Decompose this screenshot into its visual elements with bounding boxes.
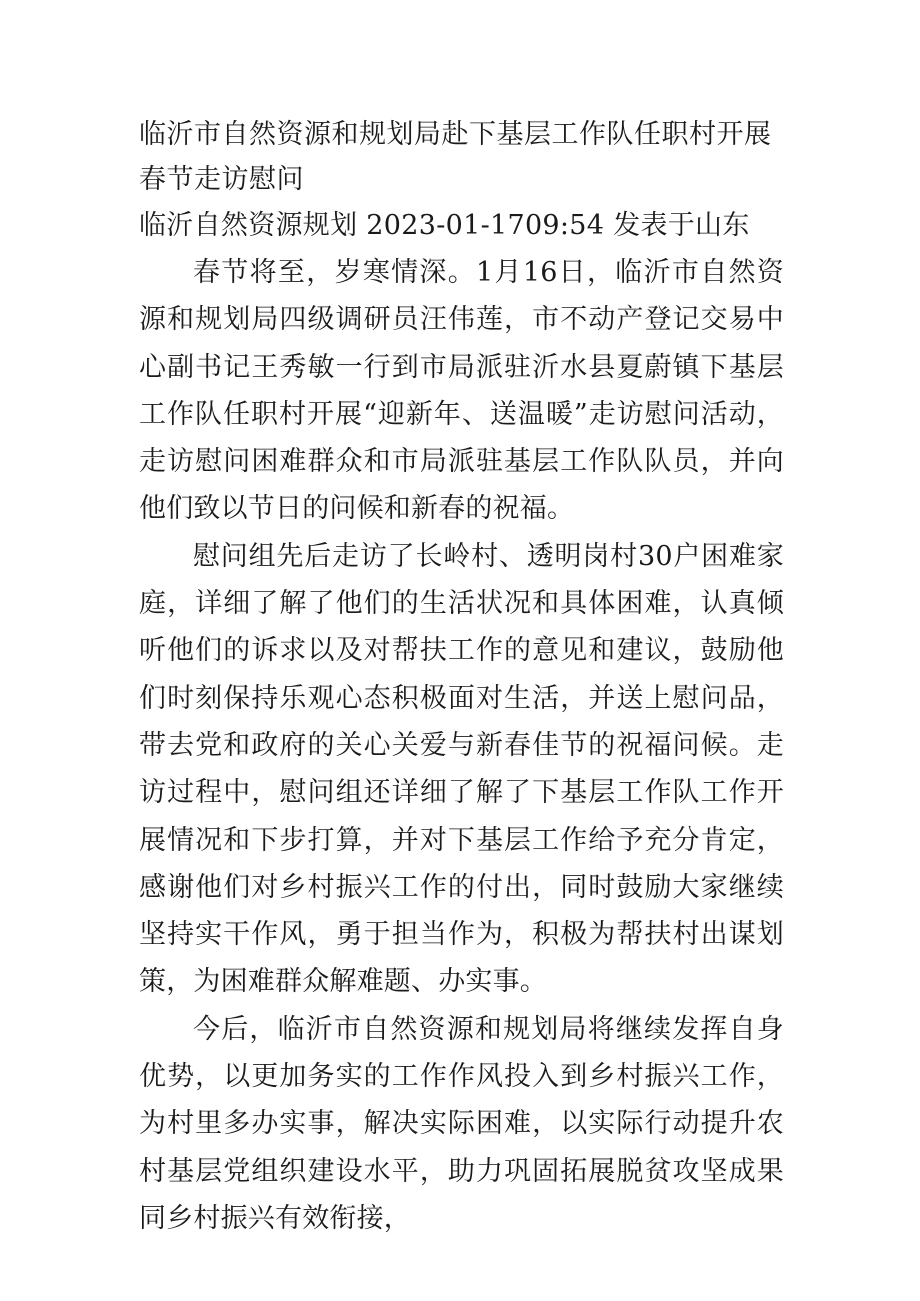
article-body — [139, 112, 784, 1242]
paragraph-2: 慰问组先后走访了长岭村、透明岗村30户困难家庭，详细了解了他们的生活状况和具体困难，认真倾听他们的诉求以及对帮扶工作的意见和建议，鼓励他们时刻保持乐观心态积极面对生活，并送上慰问品，带去党和政府的关心关爱与新春佳节的祝福问候。走访过程中，慰问组还详细了解了下基层工作队工作开展情况和下步打算，并对下基层工作给予充分肯定，感谢他们对乡村振兴工作的付出，同时鼓励大家继续坚持实干作风，勇于担当作为，积极为帮扶村出谋划策，为困难群众解难题、办实事。 — [139, 540, 784, 998]
article-title: 临沂市自然资源和规划局赴下基层工作队任职村开展春节走访慰问 — [139, 119, 772, 195]
paragraph-1: 春节将至，岁寒情深。1月16日，临沂市自然资源和规划局四级调研员汪伟莲，市不动产登记交易中心副书记王秀敏一行到市局派驻沂水县夏蔚镇下基层工作队任职村开展“迎新年、送温暖”走访慰问活动，走访慰问困难群众和市局派驻基层工作队队员，并向他们致以节日的问候和新春的祝福。 — [139, 257, 784, 525]
article-byline: 临沂自然资源规划 2023-01-1709:54 发表于山东 — [139, 210, 750, 241]
paragraph-3: 今后，临沂市自然资源和规划局将继续发挥自身优势，以更加务实的工作作风投入到乡村振兴工作，为村里多办实事，解决实际困难，以实际行动提升农村基层党组织建设水平，助力巩固拓展脱贫攻坚成果同乡村振兴有效衔接， — [139, 1013, 784, 1234]
